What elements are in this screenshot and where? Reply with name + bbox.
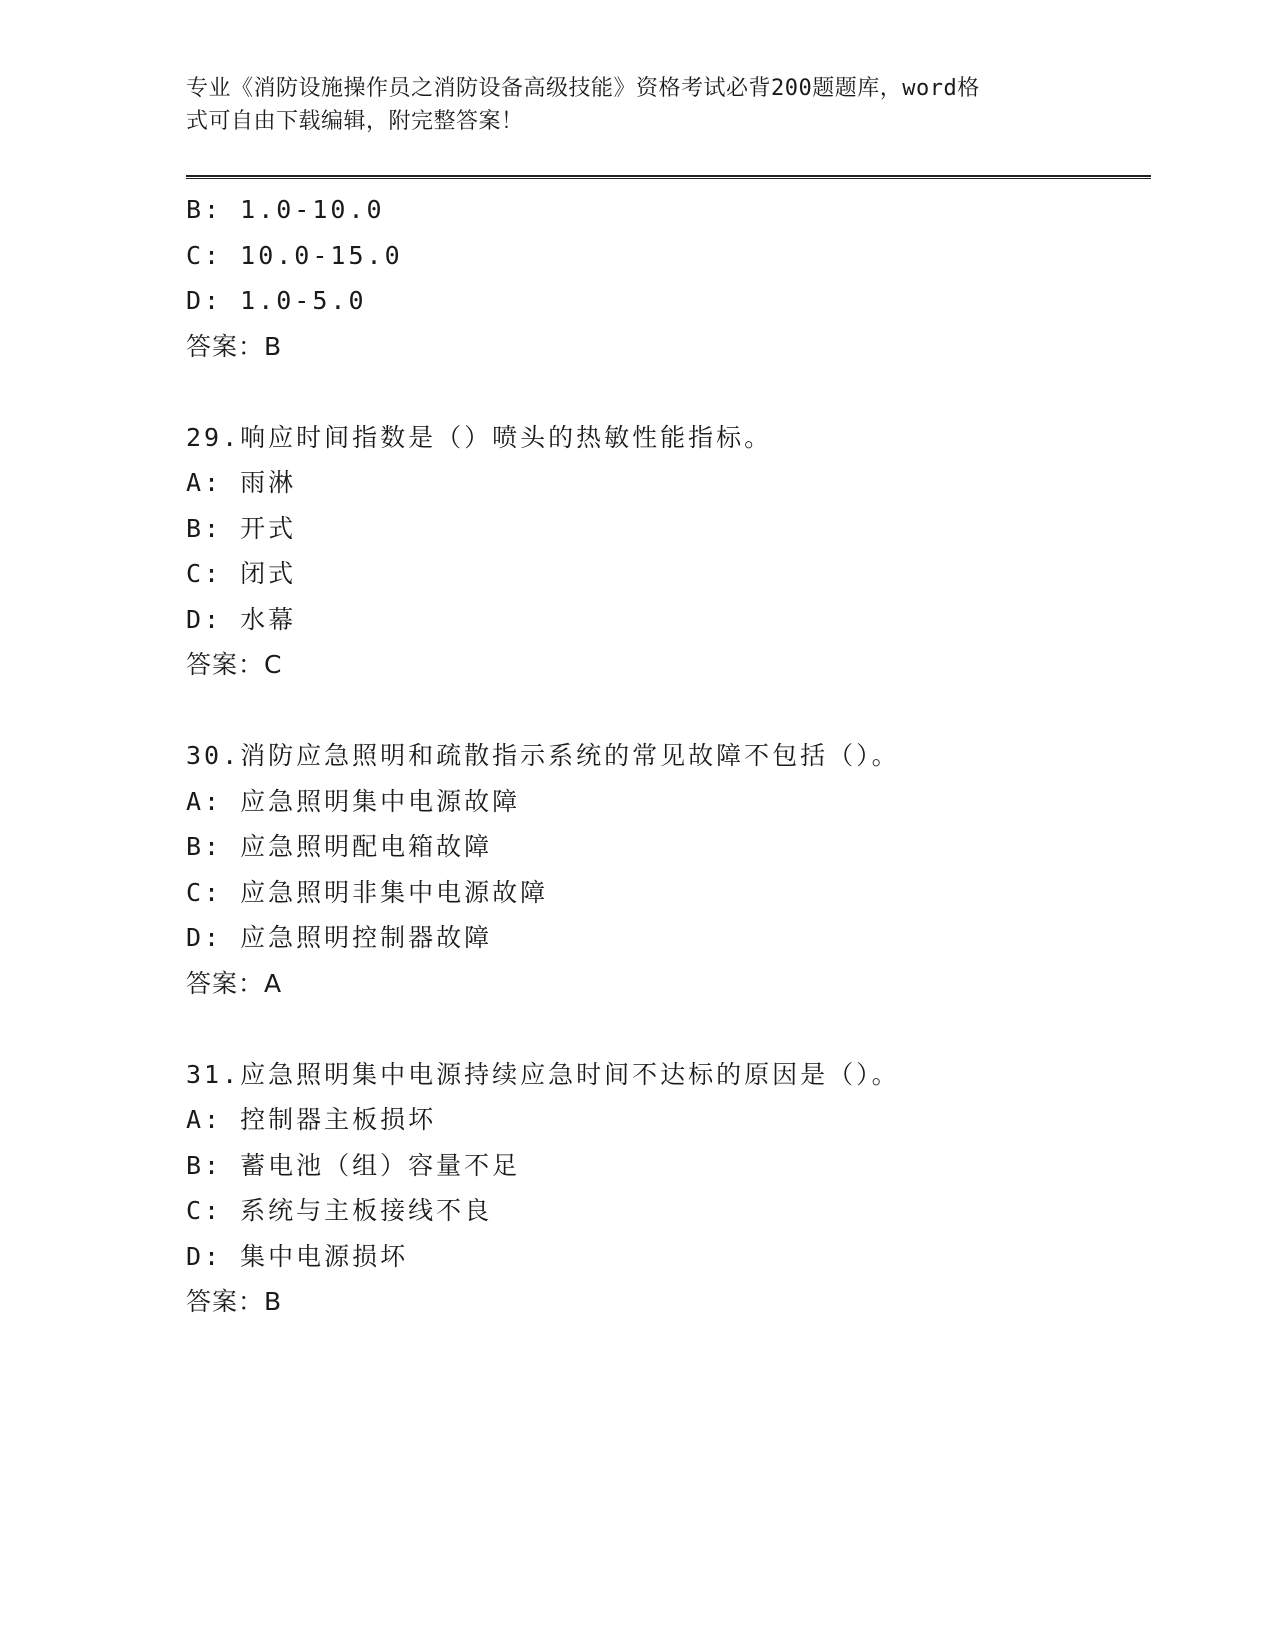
option-a: A: 雨淋 bbox=[186, 468, 297, 497]
answer: 答案：C bbox=[186, 650, 283, 679]
option-d: D: 集中电源损坏 bbox=[186, 1241, 409, 1271]
option-b: B: 1.0-10.0 bbox=[186, 195, 385, 224]
spacer bbox=[186, 369, 1146, 415]
header-line-1: 专业《消防设施操作员之消防设备高级技能》资格考试必背200题题库，word格 bbox=[186, 76, 980, 101]
question-stem: 31.应急照明集中电源持续应急时间不达标的原因是（）。 bbox=[186, 1059, 900, 1089]
option-b: B: 开式 bbox=[186, 513, 297, 543]
header-line-2: 式可自由下载编辑，附完整答案！ bbox=[186, 109, 524, 134]
question-28-tail bbox=[186, 187, 1146, 369]
option-d: D: 应急照明控制器故障 bbox=[186, 923, 493, 952]
option-d: D: 1.0-5.0 bbox=[186, 286, 367, 315]
option-d: D: 水幕 bbox=[186, 604, 297, 634]
question-29 bbox=[186, 415, 1146, 688]
option-c: C: 系统与主板接线不良 bbox=[186, 1196, 493, 1225]
question-30 bbox=[186, 733, 1146, 1006]
answer: 答案：B bbox=[186, 331, 283, 361]
answer: 答案：A bbox=[186, 968, 283, 998]
question-stem: 30.消防应急照明和疏散指示系统的常见故障不包括（）。 bbox=[186, 741, 900, 770]
question-list bbox=[186, 187, 1146, 1325]
option-b: B: 蓄电池（组）容量不足 bbox=[186, 1150, 521, 1180]
header-divider bbox=[186, 175, 1151, 179]
answer: 答案：B bbox=[186, 1287, 283, 1316]
question-stem: 29.响应时间指数是（）喷头的热敏性能指标。 bbox=[186, 422, 773, 452]
option-c: C: 闭式 bbox=[186, 559, 297, 588]
option-b: B: 应急照明配电箱故障 bbox=[186, 832, 493, 861]
option-a: A: 控制器主板损坏 bbox=[186, 1105, 437, 1134]
option-c: C: 10.0-15.0 bbox=[186, 240, 403, 270]
option-a: A: 应急照明集中电源故障 bbox=[186, 786, 521, 816]
document-header bbox=[186, 72, 1066, 138]
question-31 bbox=[186, 1052, 1146, 1325]
spacer bbox=[186, 688, 1146, 734]
option-c: C: 应急照明非集中电源故障 bbox=[186, 877, 549, 907]
spacer bbox=[186, 1006, 1146, 1052]
